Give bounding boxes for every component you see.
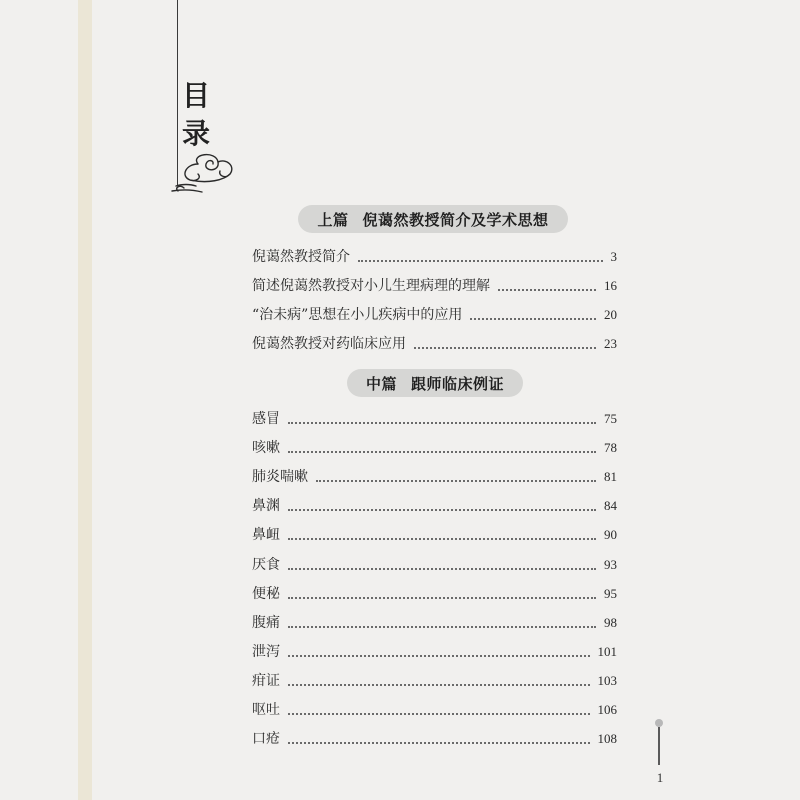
toc-entry-page: 78	[604, 440, 617, 456]
toc-entry-title: 呕吐	[252, 702, 280, 719]
toc-title-char-1: 目	[182, 79, 211, 112]
toc-leader-dots	[288, 597, 596, 599]
toc-entry[interactable]	[252, 604, 617, 633]
toc-entry-title: 鼻渊	[252, 498, 280, 515]
toc-entry-title: 咳嗽	[252, 440, 280, 457]
left-margin-strip	[78, 0, 92, 800]
toc-leader-dots	[358, 260, 603, 262]
toc-leader-dots	[470, 318, 596, 320]
toc-entry[interactable]	[252, 400, 617, 429]
toc-leader-dots	[288, 509, 596, 511]
toc-entry-page: 95	[604, 585, 617, 601]
toc-entry-title: 感冒	[252, 411, 280, 428]
toc-entry[interactable]	[252, 633, 617, 662]
toc-entry[interactable]	[252, 516, 617, 545]
toc-entry-page: 103	[597, 672, 617, 688]
toc-leader-dots	[288, 742, 590, 744]
toc-entry[interactable]	[252, 691, 617, 720]
toc-entry[interactable]	[252, 238, 617, 267]
toc-entry-page: 84	[604, 498, 617, 514]
toc-entry-page: 108	[597, 731, 617, 747]
section-header-part-2	[347, 369, 523, 397]
toc-list-part-1	[252, 238, 617, 354]
toc-entry-page: 101	[597, 643, 617, 659]
section-part-label: 中篇	[365, 374, 397, 393]
toc-leader-dots	[288, 713, 590, 715]
toc-entry-page: 23	[604, 336, 617, 351]
page-marker-dot	[655, 719, 663, 727]
toc-leader-dots	[288, 684, 590, 686]
toc-leader-dots	[288, 626, 596, 628]
toc-entry[interactable]	[252, 662, 617, 691]
section-heading: 跟师临床例证	[411, 374, 505, 393]
toc-entry-title: 倪蔼然教授对药临床应用	[252, 336, 406, 352]
toc-entry-title: 口疮	[252, 731, 280, 748]
toc-entry[interactable]	[252, 458, 617, 487]
toc-leader-dots	[316, 480, 596, 482]
toc-entry[interactable]	[252, 267, 617, 296]
toc-leader-dots	[288, 655, 590, 657]
toc-entry-page: 3	[610, 249, 617, 264]
toc-entry-title: 倪蔼然教授简介	[252, 249, 350, 265]
toc-entry[interactable]	[252, 429, 617, 458]
toc-entry-page: 20	[604, 307, 617, 322]
toc-leader-dots	[288, 422, 596, 424]
toc-entry-title: 简述倪蔼然教授对小儿生理病理的理解	[252, 278, 490, 294]
toc-entry-title: 肺炎喘嗽	[252, 469, 308, 486]
toc-entry-title: 腹痛	[252, 614, 280, 631]
page-number: 1	[656, 770, 664, 785]
toc-entry-page: 90	[604, 527, 617, 543]
section-heading: 倪蔼然教授简介及学术思想	[362, 210, 549, 229]
section-header-part-1	[298, 205, 568, 233]
toc-entry-title: “治未病”思想在小儿疾病中的应用	[252, 307, 463, 323]
toc-entry-page: 93	[604, 556, 617, 572]
toc-leader-dots	[288, 451, 596, 453]
toc-entry[interactable]	[252, 720, 617, 749]
toc-leader-dots	[414, 347, 596, 349]
cloud-ornament-icon	[168, 150, 238, 196]
toc-entry-page: 98	[604, 614, 617, 630]
toc-entry[interactable]	[252, 296, 617, 325]
toc-entry-title: 疳证	[252, 672, 280, 689]
toc-entry-page: 75	[604, 411, 617, 427]
section-part-label: 上篇	[317, 210, 349, 229]
toc-leader-dots	[288, 568, 596, 570]
toc-list-part-2	[252, 400, 617, 749]
toc-entry-page: 81	[604, 469, 617, 485]
toc-entry-title: 鼻衄	[252, 527, 280, 544]
toc-title-char-2: 录	[182, 117, 211, 150]
toc-entry[interactable]	[252, 487, 617, 516]
toc-entry-page: 106	[597, 702, 617, 718]
toc-entry[interactable]	[252, 325, 617, 354]
toc-leader-dots	[498, 289, 596, 291]
toc-entry[interactable]	[252, 545, 617, 574]
toc-entry-title: 便秘	[252, 585, 280, 602]
toc-entry-title: 厌食	[252, 556, 280, 573]
toc-leader-dots	[288, 538, 596, 540]
toc-entry[interactable]	[252, 575, 617, 604]
toc-entry-title: 泄泻	[252, 643, 280, 660]
toc-entry-page: 16	[604, 278, 617, 293]
page-marker-line	[658, 727, 660, 765]
